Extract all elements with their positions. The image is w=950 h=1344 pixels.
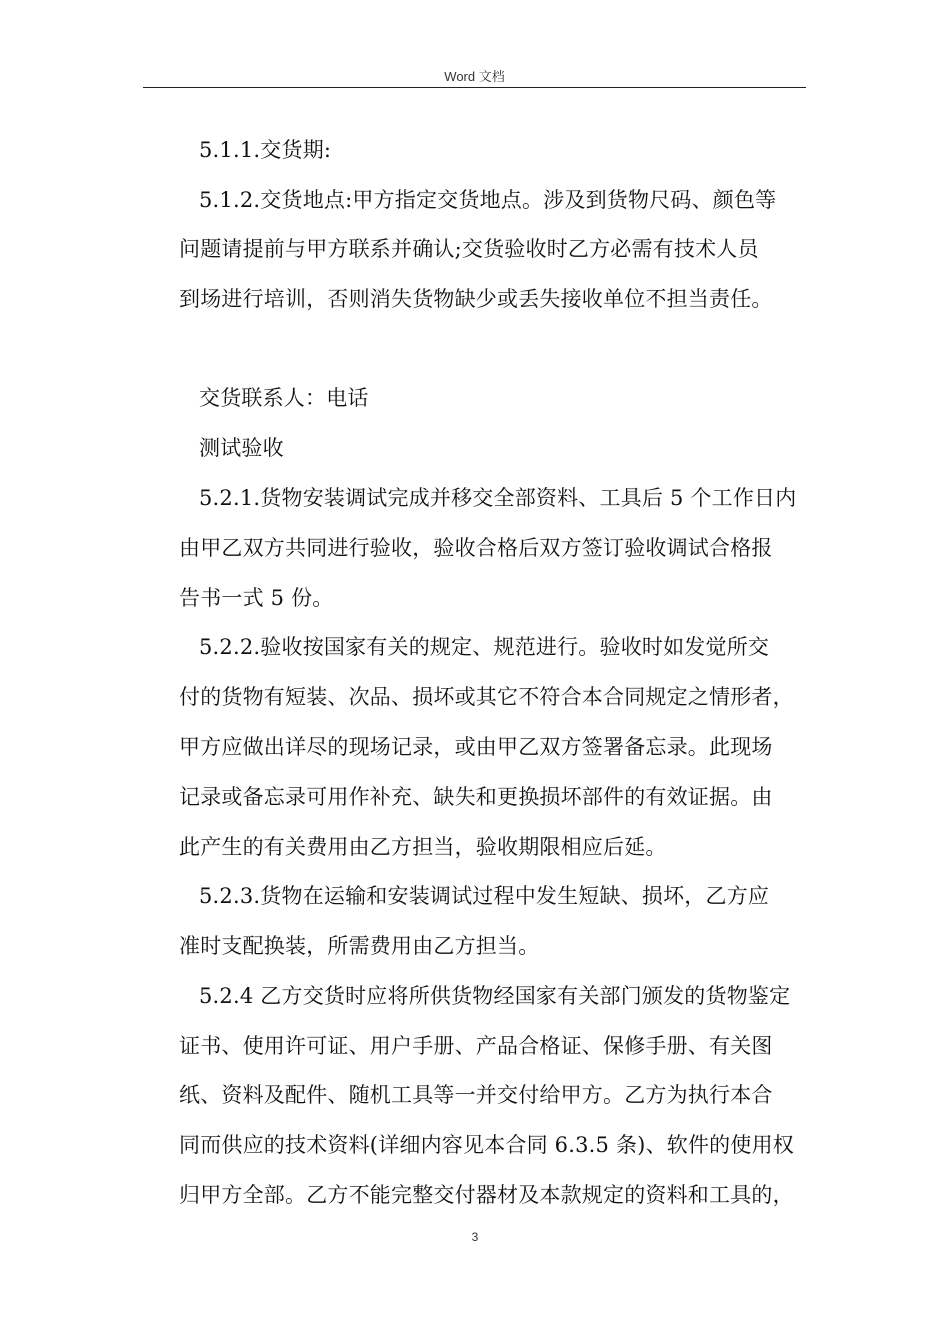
text-line: 由甲乙双方共同进行验收，验收合格后双方签订验收调试合格报 bbox=[179, 536, 773, 560]
text-line: 测试验收 bbox=[199, 436, 284, 460]
text-line: 付的货物有短装、次品、损坏或其它不符合本合同规定之情形者， bbox=[179, 685, 794, 709]
text-line: 归甲方全部。乙方不能完整交付器材及本款规定的资料和工具的， bbox=[179, 1183, 794, 1207]
text-line: 5.2.1.货物安装调试完成并移交全部资料、工具后 5 个工作日内 bbox=[199, 486, 797, 510]
text-line: 交货联系人：电话 bbox=[199, 386, 369, 410]
text-line: 记录或备忘录可用作补充、缺失和更换损坏部件的有效证据。由 bbox=[179, 785, 773, 809]
text-line: 5.2.3.货物在运输和安装调试过程中发生短缺、损坏，乙方应 bbox=[199, 884, 770, 908]
text-line: 到场进行培训，否则消失货物缺少或丢失接收单位不担当责任。 bbox=[179, 287, 773, 311]
text-line: 5.2.4 乙方交货时应将所供货物经国家有关部门颁发的货物鉴定 bbox=[199, 984, 791, 1008]
page-number: 3 bbox=[471, 1230, 479, 1244]
text-line: 准时支配换装，所需费用由乙方担当。 bbox=[179, 934, 540, 958]
text-line: 问题请提前与甲方联系并确认;交货验收时乙方必需有技术人员 bbox=[179, 237, 759, 261]
text-line: 此产生的有关费用由乙方担当，验收期限相应后延。 bbox=[179, 835, 667, 859]
page-header: Word 文档 bbox=[444, 69, 505, 84]
text-line: 告书一式 5 份。 bbox=[179, 586, 334, 610]
text-line: 同而供应的技术资料(详细内容见本合同 6.3.5 条)、软件的使用权 bbox=[179, 1133, 794, 1157]
text-line: 5.2.2.验收按国家有关的规定、规范进行。验收时如发觉所交 bbox=[199, 635, 770, 659]
text-line: 纸、资料及配件、随机工具等一并交付给甲方。乙方为执行本合 bbox=[179, 1083, 773, 1107]
header-rule bbox=[143, 87, 806, 88]
text-line: 5.1.1.交货期: bbox=[199, 138, 332, 162]
text-line: 甲方应做出详尽的现场记录，或由甲乙双方签署备忘录。此现场 bbox=[179, 735, 773, 759]
text-line: 5.1.2.交货地点:甲方指定交货地点。涉及到货物尺码、颜色等 bbox=[199, 188, 777, 212]
text-line: 证书、使用许可证、用户手册、产品合格证、保修手册、有关图 bbox=[179, 1034, 773, 1058]
